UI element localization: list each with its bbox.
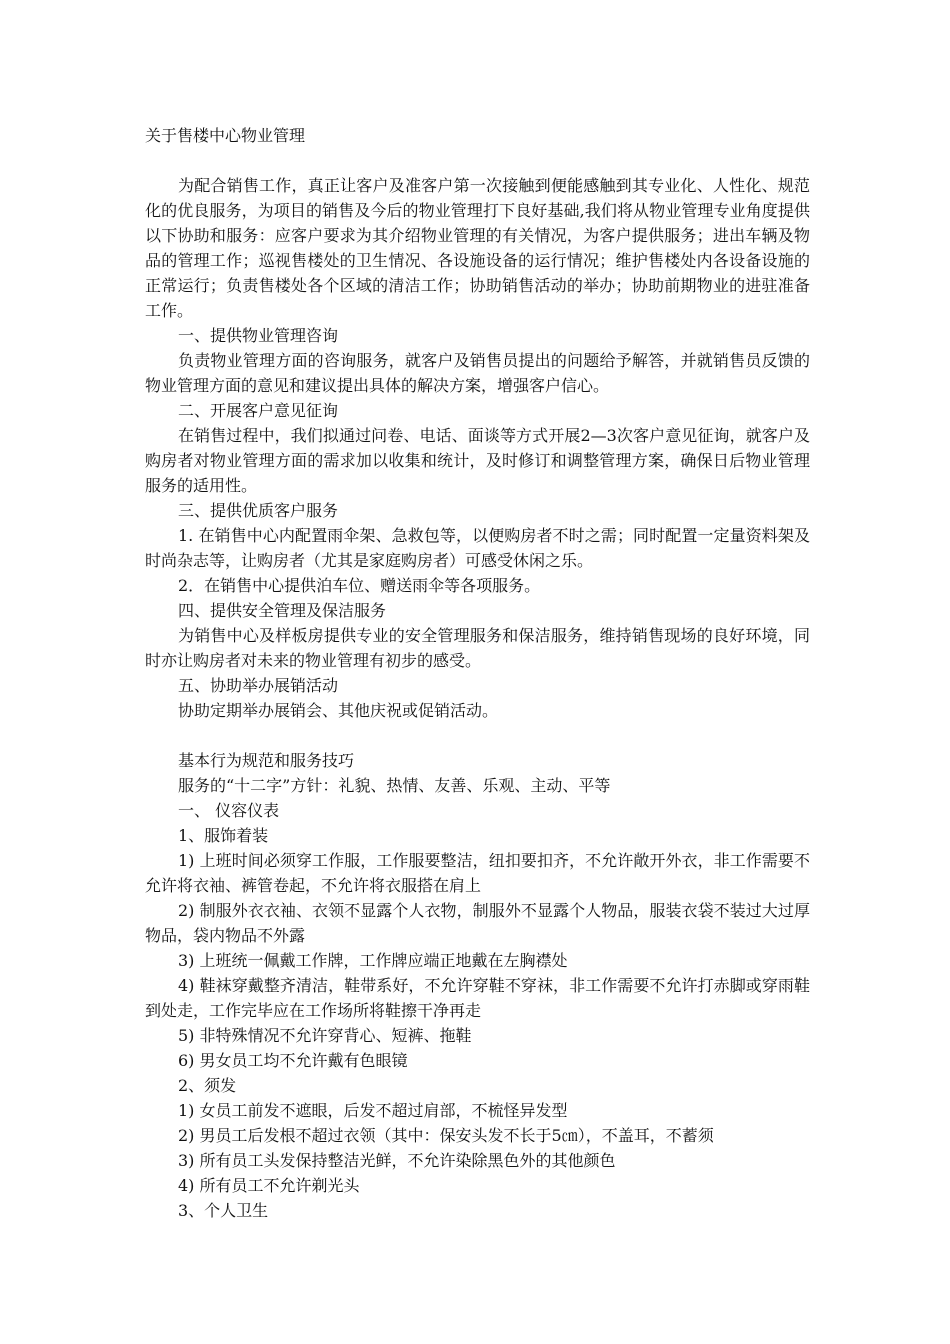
- hair-item-3: 3) 所有员工头发保持整洁光鲜，不允许染除黑色外的其他颜色: [178, 1151, 616, 1170]
- section-3-item-1: 1. 在销售中心内配置雨伞架、急救包等，以便购房者不时之需；同时配置一定量资料架及时尚杂志等，让购房者（尤其是家庭购房者）可感受休闲之乐。: [145, 526, 810, 570]
- hair-item-1: 1) 女员工前发不遮眼，后发不超过肩部，不梳怪异发型: [178, 1101, 568, 1120]
- intro-paragraph: 为配合销售工作，真正让客户及准客户第一次接触到便能感触到其专业化、人性化、规范化的优良服务，为项目的销售及今后的物业管理打下良好基础,我们将从物业管理专业角度提供以下协助和服务：应客户要求为其介绍物业管理的有关情况，为客户提供服务；进出车辆及物品的管理工作；巡视售楼处的卫生情况、各设施设备的运行情况；维护售楼处内各设备设施的正常运行；负责售楼处各个区域的清洁工作；协助销售活动的举办；协助前期物业的进驻准备工作。: [145, 176, 810, 320]
- document-body: [145, 173, 810, 1223]
- section-4-heading: 四、提供安全管理及保洁服务: [178, 601, 387, 620]
- section-5-text: 协助定期举办展销会、其他庆祝或促销活动。: [178, 701, 499, 720]
- section-3-item-2: 2．在销售中心提供泊车位、赠送雨伞等各项服务。: [178, 576, 541, 595]
- dress-item-2: 2) 制服外衣衣袖、衣领不显露个人衣物，制服外不显露个人物品，服装衣袋不装过大过厚物品，袋内物品不外露: [145, 901, 810, 945]
- service-policy: 服务的“十二字”方针：礼貌、热情、友善、乐观、主动、平等: [178, 776, 611, 795]
- subsection-1-heading: 1、服饰着装: [178, 826, 269, 845]
- dress-item-4: 4) 鞋袜穿戴整齐清洁，鞋带系好，不允许穿鞋不穿袜，非工作需要不允许打赤脚或穿雨鞋到处走，工作完毕应在工作场所将鞋擦干净再走: [145, 976, 810, 1020]
- part-1-heading: 一、 仪容仪表: [178, 801, 280, 820]
- dress-item-3: 3) 上班统一佩戴工作牌，工作牌应端正地戴在左胸襟处: [178, 951, 568, 970]
- section-2-text: 在销售过程中，我们拟通过问卷、电话、面谈等方式开展2—3次客户意见征询，就客户及购房者对物业管理方面的需求加以收集和统计，及时修订和调整管理方案，确保日后物业管理服务的适用性。: [145, 426, 810, 495]
- dress-item-5: 5) 非特殊情况不允许穿背心、短裤、拖鞋: [178, 1026, 472, 1045]
- section-1-text: 负责物业管理方面的咨询服务，就客户及销售员提出的问题给予解答，并就销售员反馈的物业管理方面的意见和建议提出具体的解决方案，增强客户信心。: [145, 351, 810, 395]
- section-5-heading: 五、协助举办展销活动: [178, 676, 339, 695]
- dress-item-6: 6) 男女员工均不允许戴有色眼镜: [178, 1051, 408, 1070]
- subsection-2-heading: 2、须发: [178, 1076, 237, 1095]
- hair-item-2: 2) 男员工后发根不超过衣领（其中：保安头发不长于5㎝），不盖耳，不蓄须: [178, 1126, 714, 1145]
- dress-item-1: 1) 上班时间必须穿工作服，工作服要整洁，纽扣要扣齐，不允许敞开外衣，非工作需要不允许将衣袖、裤管卷起，不允许将衣服搭在肩上: [145, 851, 810, 895]
- section-4-text: 为销售中心及样板房提供专业的安全管理服务和保洁服务，维持销售现场的良好环境，同时亦让购房者对未来的物业管理有初步的感受。: [145, 626, 810, 670]
- section-2-heading: 二、开展客户意见征询: [178, 401, 339, 420]
- section-3-heading: 三、提供优质客户服务: [178, 501, 339, 520]
- behavior-heading: 基本行为规范和服务技巧: [178, 751, 355, 770]
- blank-line: [145, 723, 810, 748]
- hair-item-4: 4) 所有员工不允许剃光头: [178, 1176, 360, 1195]
- subsection-3-heading: 3、个人卫生: [178, 1201, 269, 1220]
- section-1-heading: 一、提供物业管理咨询: [178, 326, 339, 345]
- document-title: 关于售楼中心物业管理: [145, 126, 306, 145]
